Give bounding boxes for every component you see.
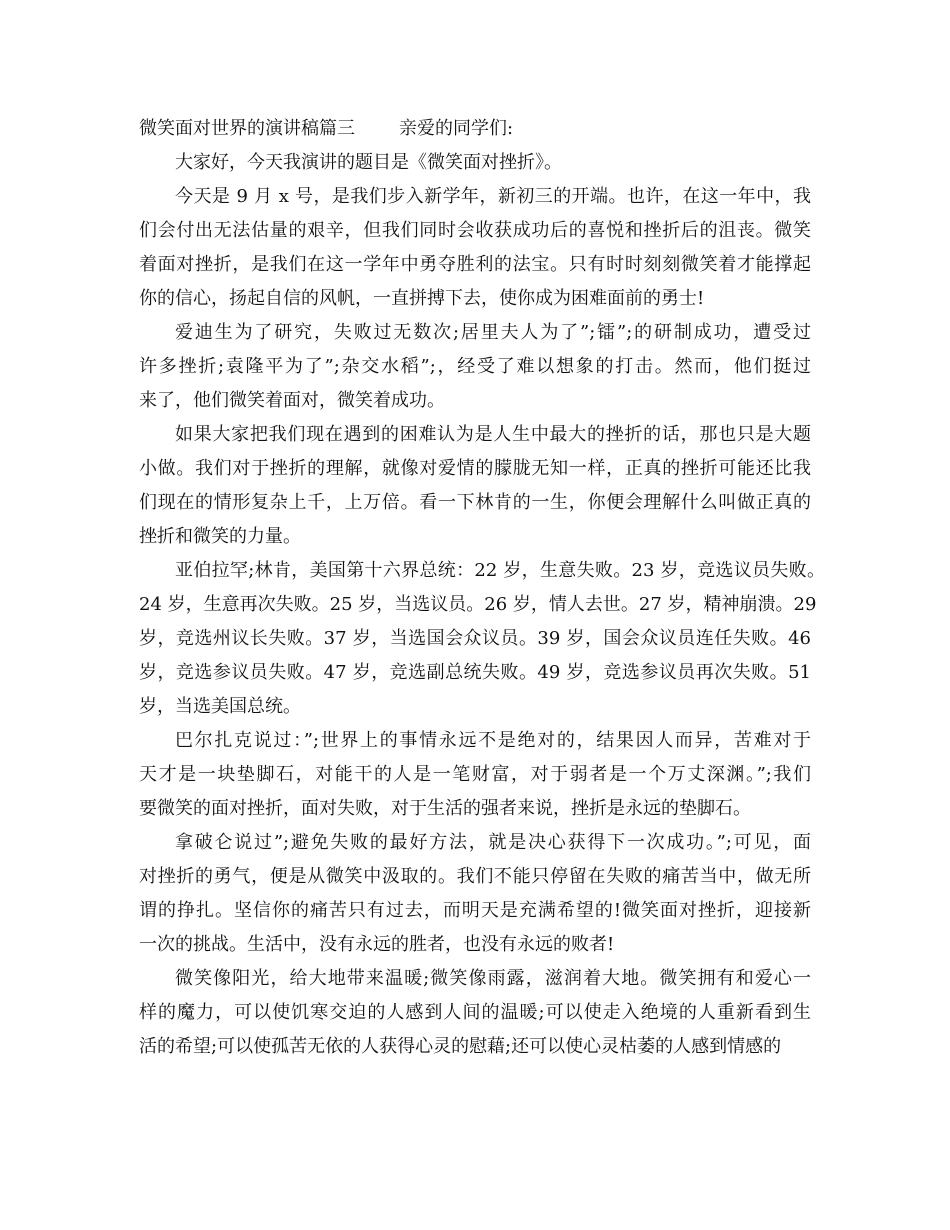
paragraph-line: 岁，竞选参议员失败。47 岁，竞选副总统失败。49 岁，竞选参议员再次失败。51 <box>139 662 811 683</box>
paragraph <box>139 180 811 316</box>
paragraph-line: 巴尔扎克说过：”;世界上的事情永远不是绝对的，结果因人而异，苦难对于 <box>175 730 811 751</box>
paragraph-line: 小做。我们对于挫折的理解，就像对爱情的朦胧无知一样，正真的挫折可能还比我 <box>139 458 811 479</box>
paragraph-line: 24 岁，生意再次失败。25 岁，当选议员。26 岁，情人去世。27 岁，精神崩溃。29 <box>139 594 817 615</box>
document-title: 微笑面对世界的演讲稿篇三 <box>139 118 355 139</box>
paragraph-line: 活的希望;可以使孤苦无依的人获得心灵的慰藉;还可以使心灵枯萎的人感到情感的 <box>139 1036 782 1057</box>
paragraph-line: 岁，竞选州议长失败。37 岁，当选国会众议员。39 岁，国会众议员连任失败。46 <box>139 628 811 649</box>
paragraph-line: 亚伯拉罕;林肯，美国第十六界总统：22 岁，生意失败。23 岁，竞选议员失败。 <box>175 560 825 581</box>
paragraph-line: 来了，他们微笑着面对，微笑着成功。 <box>139 390 445 411</box>
paragraph <box>139 418 811 554</box>
paragraph-line: 微笑像阳光，给大地带来温暖;微笑像雨露，滋润着大地。微笑拥有和爱心一 <box>175 968 811 989</box>
paragraph-line: 们现在的情形复杂上千，上万倍。看一下林肯的一生，你便会理解什么叫做正真的 <box>139 492 811 513</box>
paragraph <box>139 724 811 826</box>
paragraph-line: 今天是 9 月 x 号，是我们步入新学年，新初三的开端。也许，在这一年中，我 <box>175 186 811 207</box>
paragraph <box>139 554 825 724</box>
paragraph-line: 对挫折的勇气，便是从微笑中汲取的。我们不能只停留在失败的痛苦当中，做无所 <box>139 866 811 887</box>
paragraph-line: 着面对挫折，是我们在这一学年中勇夺胜利的法宝。只有时时刻刻微笑着才能撑起 <box>139 254 811 275</box>
paragraph-line: 样的魔力，可以使饥寒交迫的人感到人间的温暖;可以使走入绝境的人重新看到生 <box>139 1002 811 1023</box>
paragraph <box>139 316 811 418</box>
paragraph-line: 岁，当选美国总统。 <box>139 696 301 717</box>
paragraph-line: 爱迪生为了研究，失败过无数次;居里夫人为了”;镭”;的研制成功，遭受过 <box>175 322 811 343</box>
paragraph-line: 你的信心，扬起自信的风帆，一直拼搏下去，使你成为困难面前的勇士! <box>139 288 705 309</box>
paragraph-line: 拿破仑说过”;避免失败的最好方法，就是决心获得下一次成功。”;可见，面 <box>175 832 811 853</box>
salutation: 亲爱的同学们: <box>399 118 514 139</box>
paragraph <box>139 962 811 1064</box>
paragraph-line: 大家好，今天我演讲的题目是《微笑面对挫折》。 <box>175 152 562 173</box>
paragraph-line: 天才是一块垫脚石，对能干的人是一笔财富，对于弱者是一个万丈深渊。”;我们 <box>139 764 811 785</box>
paragraph <box>139 146 811 180</box>
paragraph-line: 要微笑的面对挫折，面对失败，对于生活的强者来说，挫折是永远的垫脚石。 <box>139 798 751 819</box>
paragraph-line: 许多挫折;袁隆平为了”;杂交水稻”;，经受了难以想象的打击。然而，他们挺过 <box>139 356 811 377</box>
paragraph-line: 一次的挑战。生活中，没有永远的胜者，也没有永远的败者! <box>139 934 615 955</box>
title-line <box>139 112 811 146</box>
paragraph <box>139 826 811 962</box>
paragraph-line: 挫折和微笑的力量。 <box>139 526 301 547</box>
paragraph-line: 谓的挣扎。坚信你的痛苦只有过去，而明天是充满希望的!微笑面对挫折，迎接新 <box>139 900 811 921</box>
paragraph-line: 如果大家把我们现在遇到的困难认为是人生中最大的挫折的话，那也只是大题 <box>175 424 811 445</box>
document-page <box>139 112 825 1064</box>
body-text <box>139 146 825 1064</box>
paragraph-line: 们会付出无法估量的艰辛，但我们同时会收获成功后的喜悦和挫折后的沮丧。微笑 <box>139 220 811 241</box>
